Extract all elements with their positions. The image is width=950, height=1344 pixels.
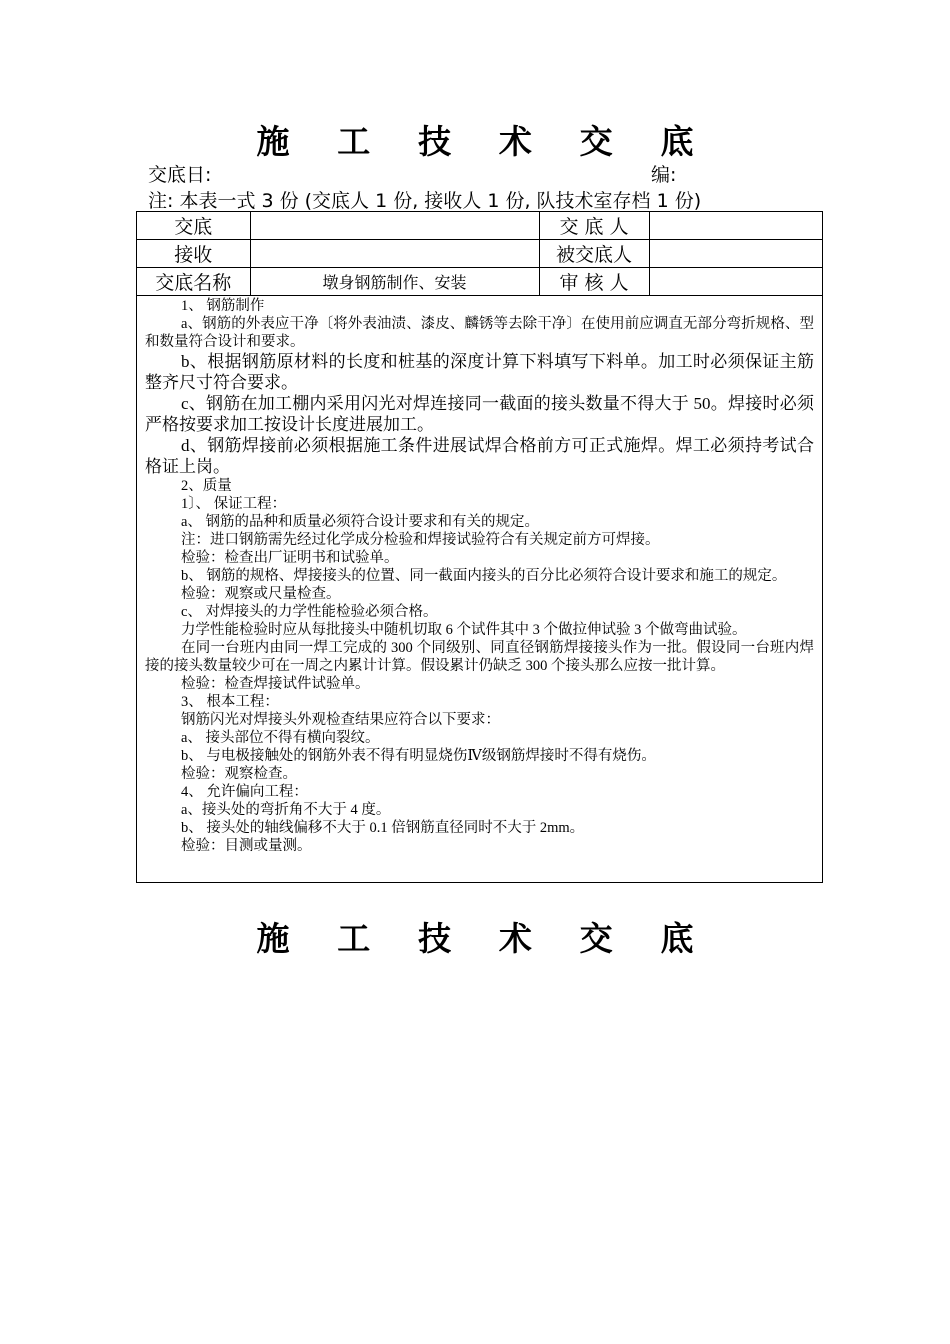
section-heading: 1、 钢筋制作 (181, 298, 265, 314)
recipient-label: 被交底人 (539, 240, 649, 268)
paragraph: 力学性能检验时应从每批接头中随机切取 6 个试件其中 3 个做拉伸试验 3 个做弯曲试验。 (181, 622, 747, 638)
header-table (137, 212, 822, 296)
receive-label: 接收 (137, 240, 250, 268)
paragraph: c、 对焊接头的力学性能检验必须合格。 (181, 604, 438, 620)
discloser-value[interactable] (649, 212, 822, 240)
paragraph: b、 钢筋的规格、焊接接头的位置、同一截面内接头的百分比必须符合设计要求和施工的规定。 (181, 568, 787, 584)
paragraph: b、根据钢筋原材料的长度和桩基的深度计算下料填写下料单。加工时必须保证主筋整齐尺寸符合要求。 (145, 352, 814, 392)
paragraph: 在同一台班内由同一焊工完成的 300 个同级别、同直径钢筋焊接接头作为一批。假设同一台班内焊接的接头数量较少可在一周之内累计计算。假设累计仍缺乏 300 个接头那么应按一批计算。 (145, 640, 814, 674)
paragraph: 检验：观察检查。 (181, 766, 297, 782)
topic-value: 墩身钢筋制作、安装 (250, 268, 539, 296)
reviewer-label: 审 核 人 (539, 268, 649, 296)
disclosure-form (136, 211, 823, 883)
paragraph: a、接头处的弯折角不大于 4 度。 (181, 802, 391, 818)
paragraph: 钢筋闪光对焊接头外观检查结果应符合以下要求： (181, 712, 500, 728)
paragraph: a、钢筋的外表应干净〔将外表油渍、漆皮、麟锈等去除干净〕在使用前应调直无部分弯折规格、型和数量符合设计和要求。 (145, 316, 814, 350)
section-heading: 4、 允许偏向工程： (181, 784, 308, 800)
paragraph: b、 接头处的轴线偏移不大于 0.1 倍钢筋直径同时不大于 2mm。 (181, 820, 585, 836)
copies-note: 注: 本表一式 3 份 (交底人 1 份, 接收人 1 份, 队技术室存档 1 份) (148, 190, 702, 212)
paragraph: b、 与电极接触处的钢筋外表不得有明显烧伤Ⅳ级钢筋焊接时不得有烧伤。 (181, 748, 656, 764)
recipient-value[interactable] (649, 240, 822, 268)
paragraph: 检验：检查出厂证明书和试验单。 (181, 550, 399, 566)
disclosure-value[interactable] (250, 212, 539, 240)
paragraph: a、 接头部位不得有横向裂纹。 (181, 730, 380, 746)
number-label: 编: (651, 164, 677, 186)
receive-value[interactable] (250, 240, 539, 268)
paragraph: 检验：观察或尺量检查。 (181, 586, 341, 602)
reviewer-value[interactable] (649, 268, 822, 296)
discloser-label: 交 底 人 (539, 212, 649, 240)
paragraph: 检验：检查焊接试件试验单。 (181, 676, 370, 692)
header-row-receive (137, 240, 822, 268)
topic-label: 交底名称 (137, 268, 250, 296)
disclosure-content (137, 296, 822, 855)
paragraph: 注：进口钢筋需先经过化学成分检验和焊接试验符合有关规定前方可焊接。 (181, 532, 660, 548)
paragraph: d、钢筋焊接前必须根据施工条件进展试焊合格前方可正式施焊。焊工必须持考试合格证上岗。 (145, 436, 814, 476)
header-row-topic (137, 268, 822, 296)
paragraph: a、 钢筋的品种和质量必须符合设计要求和有关的规定。 (181, 514, 540, 530)
paragraph: c、钢筋在加工棚内采用闪光对焊连接同一截面的接头数量不得大于 50。焊接时必须严格按要求加工按设计长度进展加工。 (145, 394, 814, 434)
subsection-heading: 1〕、 保证工程： (181, 496, 287, 512)
document-title: 施 工 技 术 交 底 (256, 122, 712, 161)
second-page-title: 施 工 技 术 交 底 (256, 919, 712, 958)
header-row-disclosure (137, 212, 822, 240)
section-heading: 2、质量 (181, 478, 232, 494)
section-heading: 3、 根本工程： (181, 694, 279, 710)
disclosure-label: 交底 (137, 212, 250, 240)
date-label: 交底日: (148, 164, 212, 186)
paragraph: 检验：目测或量测。 (181, 838, 312, 854)
